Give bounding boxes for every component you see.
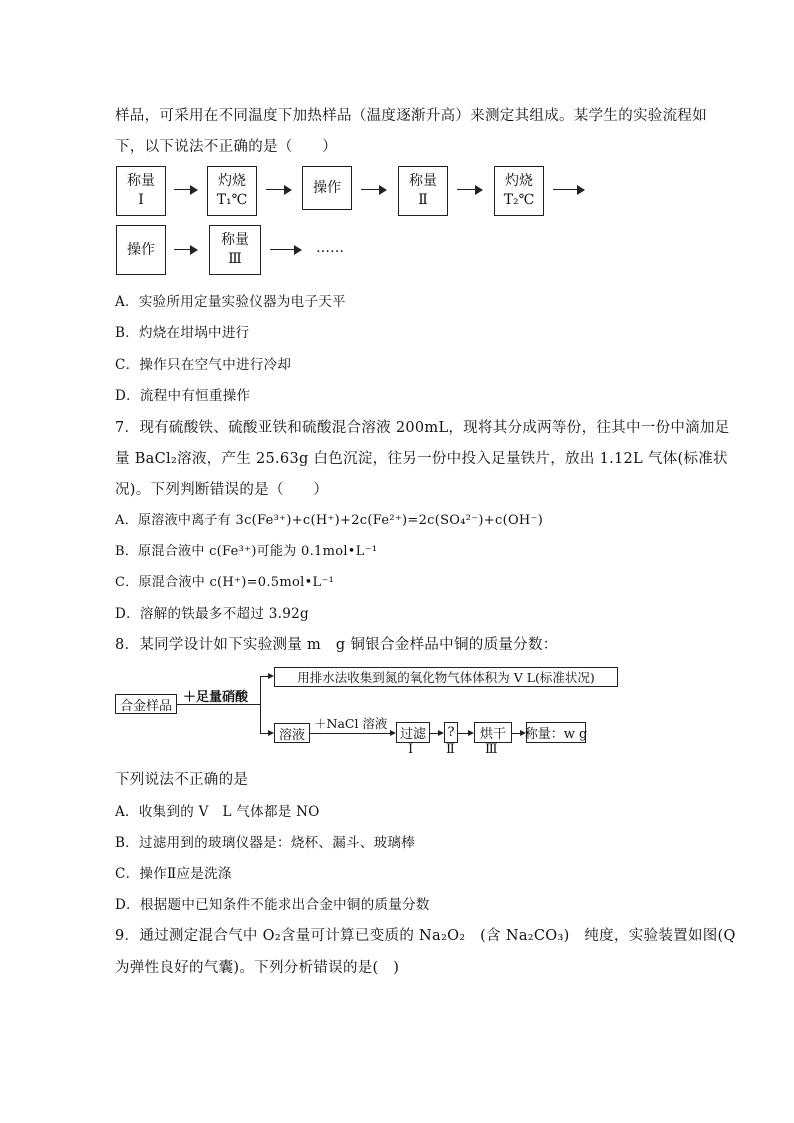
q9-line2: 为弹性良好的气囊)。下列分析错误的是( ) xyxy=(115,960,400,976)
q6-option-a: A．实验所用定量实验仪器为电子天平 xyxy=(115,294,346,310)
flow-box-weigh-2 xyxy=(398,166,448,216)
flow-box-label: 操作 xyxy=(313,179,341,196)
flow-box-weigh-3 xyxy=(209,225,261,275)
flow-box-sub: T₂℃ xyxy=(503,192,535,208)
flow-arrow xyxy=(270,249,300,250)
flow-unknown-box: ? xyxy=(444,722,458,743)
q6-option-c: C．操作只在空气中进行冷却 xyxy=(115,357,292,373)
q9-line1: 9．通过测定混合气中 O₂含量可计算已变质的 Na₂O₂ (含 Na₂CO₃) 纯度，实验装置如图(Q xyxy=(115,928,736,944)
flow-arrow xyxy=(260,733,272,734)
flow-arrow xyxy=(384,733,394,734)
flow-ellipsis: …… xyxy=(316,240,344,256)
flow-arrow xyxy=(457,189,481,190)
flow-box-sub: Ⅲ xyxy=(228,251,242,267)
q8-option-d: D．根据题中已知条件不能求出合金中铜的质量分数 xyxy=(115,897,430,913)
q7-option-c: C．原混合液中 c(H⁺)=0.5mol•L⁻¹ xyxy=(115,575,335,590)
flow-box-label: 称量 xyxy=(221,232,249,248)
flow-weigh-box: 称量：w g xyxy=(526,722,586,743)
flow-box-weigh-1 xyxy=(116,166,166,216)
flow-box-label: 操作 xyxy=(127,241,155,258)
flow-box-operate-2 xyxy=(116,225,166,275)
flow-arrow xyxy=(266,189,290,190)
flow-box-label: 称量 xyxy=(127,173,155,189)
flow-reagent-nitric: ＋足量硝酸 xyxy=(183,690,249,705)
q6-option-d: D．流程中有恒重操作 xyxy=(115,388,251,404)
flow-box-sub: Ⅱ xyxy=(418,192,428,208)
flow-step-label-1: Ⅰ xyxy=(408,742,414,757)
q7-line3: 况)。下列判断错误的是（ ） xyxy=(115,482,329,498)
q6-intro-line2: 下，以下说法不正确的是（ ） xyxy=(115,139,337,155)
flow-branch-line xyxy=(260,676,261,734)
flow-step-label-3: Ⅲ xyxy=(485,742,498,757)
q8-prompt: 下列说法不正确的是 xyxy=(115,772,249,788)
q8-option-a: A．收集到的 V L 气体都是 NO xyxy=(115,804,320,820)
q8-option-b: B．过滤用到的玻璃仪器是：烧杯、漏斗、玻璃棒 xyxy=(115,835,416,851)
q7-option-a: A．原溶液中离子有 3c(Fe³⁺)+c(H⁺)+2c(Fe²⁺)=2c(SO₄²⁻)+c(OH⁻) xyxy=(115,513,544,528)
flow-dry-box: 烘干 xyxy=(474,722,512,743)
flow-gas-box: 用排水法收集到氮的氧化物气体体积为 V L(标准状况) xyxy=(274,667,618,687)
flow-arrow xyxy=(361,189,385,190)
q7-option-d: D．溶解的铁最多不超过 3.92g xyxy=(115,606,309,622)
flow-arrow xyxy=(174,249,196,250)
q6-intro-line1: 样品，可采用在不同温度下加热样品（温度逐渐升高）来测定其组成。某学生的实验流程如 xyxy=(115,108,707,124)
flow-step-label-2: Ⅱ xyxy=(446,742,455,757)
flow-box-label: 灼烧 xyxy=(505,173,533,189)
q7-line2: 量 BaCl₂溶液，产生 25.63g 白色沉淀，往另一份中投入足量铁片，放出 1.12L 气体(标准状 xyxy=(115,451,728,467)
flow-box-operate-1 xyxy=(302,166,352,210)
flow-box-burn-2 xyxy=(494,166,544,216)
q6-option-b: B．灼烧在坩埚中进行 xyxy=(115,325,250,341)
flow-sample-box: 合金样品 xyxy=(115,694,177,714)
flow-filter-box: 过滤 xyxy=(396,722,430,743)
flow-box-burn-1 xyxy=(207,166,257,216)
flow-box-label: 灼烧 xyxy=(218,173,246,189)
flow-arrow xyxy=(512,733,524,734)
flow-box-sub: T₁℃ xyxy=(216,192,248,208)
flow-reagent-nacl: ＋NaCl 溶液 xyxy=(314,716,388,731)
flow-box-label: 称量 xyxy=(409,173,437,189)
flow-arrow xyxy=(260,676,272,677)
flow-arrow xyxy=(553,189,583,190)
q8-option-c: C．操作Ⅱ应是洗涤 xyxy=(115,866,232,882)
flow-arrow xyxy=(458,733,472,734)
q7-line1: 7．现有硫酸铁、硫酸亚铁和硫酸混合溶液 200mL，现将其分成两等份，往其中一份中滴加足 xyxy=(115,420,730,436)
flow-connector xyxy=(310,733,384,734)
flow-box-sub: Ⅰ xyxy=(138,192,144,208)
flow-solution-box: 溶液 xyxy=(274,723,310,743)
q8-line1: 8．某同学设计如下实验测量 m g 铜银合金样品中铜的质量分数： xyxy=(115,637,558,653)
flow-arrow xyxy=(174,189,196,190)
q7-option-b: B．原混合液中 c(Fe³⁺)可能为 0.1mol•L⁻¹ xyxy=(115,544,378,559)
flow-arrow xyxy=(430,733,442,734)
